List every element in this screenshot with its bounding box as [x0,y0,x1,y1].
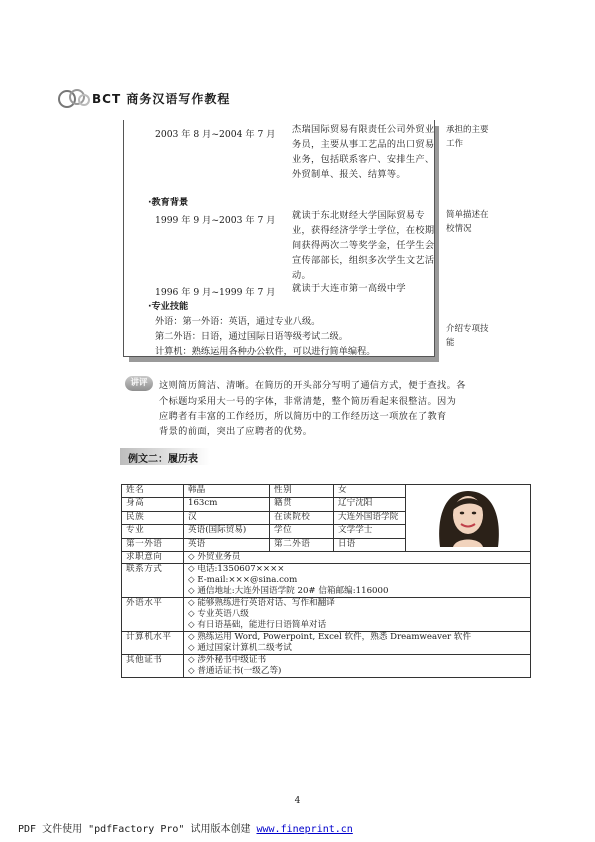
commentary-badge: 讲评 [125,376,153,391]
applicant-photo [406,485,530,547]
list-item: ◇ 外贸业务员 [188,552,241,562]
list-item: ◇ 普通话证书(一级乙等) [188,666,282,676]
value-cell: 英语 [184,538,270,551]
footer-link[interactable]: www.fineprint.cn [256,824,353,835]
commentary-line: 个标题均采用大一号的字体，非常清楚，整个简历看起来很整洁。因为 [159,396,457,407]
education-description: 就读于大连市第一高级中学 [292,283,406,294]
education-date: 1996 年 9 月~1999 年 7 月 [155,287,276,298]
label-cell: 第二外语 [270,538,334,551]
education-date: 1999 年 9 月~2003 年 7 月 [155,215,276,226]
value-cell: 辽宁沈阳 [334,498,406,511]
work-description: 杰瑞国际贸易有限责任公司外贸业务员，主要从事工艺品的出口贸易业务，包括联系客户、安排生产、外贸制单、报关、结算等。 [292,124,435,180]
table-row [122,598,531,632]
label-cell: 学位 [270,525,334,538]
table-row [122,485,531,498]
label-cell: 联系方式 [122,564,184,598]
skill-line: 外语：第一外语：英语，通过专业八级。 [155,316,321,327]
label-cell: 第一外语 [122,538,184,551]
value-cell [184,655,531,678]
label-cell: 在读院校 [270,511,334,524]
box-shadow [129,357,439,362]
value-cell: 女 [334,485,406,498]
list-item: ◇ 专业英语八级 [188,609,249,619]
label-cell: 计算机水平 [122,632,184,655]
commentary-line: 背景的前面，突出了应聘者的优势。 [159,426,313,437]
page-number: 4 [294,796,301,806]
label-cell: 籍贯 [270,498,334,511]
label-cell: 专业 [122,525,184,538]
skill-line: 第二外语：日语，通过国际日语等级考试二级。 [155,331,348,342]
list-item: ◇ 熟练运用 Word, Powerpoint, Excel 软件，熟悉 Dreamweaver 软件 [188,632,472,642]
list-item: ◇ 电话:1350607×××× [188,564,285,574]
value-cell: 文学学士 [334,525,406,538]
table-row [122,564,531,598]
value-cell: 韩晶 [184,485,270,498]
cv-table [121,484,531,678]
book-title: BCT 商务汉语写作教程 [92,92,231,106]
value-cell [184,564,531,598]
table-row [122,552,531,564]
table-row [122,632,531,655]
value-cell [184,598,531,632]
label-cell: 民族 [122,511,184,524]
side-note: 介绍专项技能 [446,324,489,348]
book-logo-icon [58,86,92,112]
list-item: ◇ 涉外秘书中级证书 [188,655,267,665]
pdf-footer [18,820,353,835]
footer-text: PDF 文件使用 "pdfFactory Pro" 试用版本创建 [18,824,257,835]
skill-line: 计算机：熟练运用各种办公软件，可以进行简单编程。 [155,346,376,357]
value-cell [184,552,531,564]
list-item: ◇ 能够熟练进行英语对话、写作和翻译 [188,598,335,608]
value-cell: 163cm [184,498,270,511]
label-cell: 求职意向 [122,552,184,564]
section-title-skills: ·专业技能 [148,301,189,312]
list-item: ◇ 通过国家计算机二级考试 [188,643,292,653]
value-cell: 大连外国语学院 [334,511,406,524]
example-title: 例文二：履历表 [128,454,198,465]
value-cell: 英语(国际贸易) [184,525,270,538]
value-cell: 日语 [334,538,406,551]
education-description: 就读于东北财经大学国际贸易专业，获得经济学学士学位，在校期间获得两次二等奖学金，任学生会宣传部部长，组织多次学生文艺活动。 [292,210,435,281]
label-cell: 性别 [270,485,334,498]
value-cell: 汉 [184,511,270,524]
side-note: 简单描述在校情况 [446,210,489,234]
table-row [122,655,531,678]
photo-cell [406,485,531,552]
section-title-education: ·教育背景 [148,197,189,208]
commentary-line: 这则简历简洁、清晰。在简历的开头部分写明了通信方式，便于查找。各 [159,380,466,391]
label-cell: 其他证书 [122,655,184,678]
list-item: ◇ 通信地址:大连外国语学院 20# 信箱邮编:116000 [188,586,389,596]
label-cell: 外语水平 [122,598,184,632]
list-item: ◇ 有日语基础，能进行日语简单对话 [188,620,327,630]
list-item: ◇ E-mail:×××@sina.com [188,575,298,585]
work-date: 2003 年 8 月~2004 年 7 月 [155,129,276,140]
side-note: 承担的主要工作 [446,125,489,149]
commentary-line: 应聘者有丰富的工作经历，所以简历中的工作经历这一项放在了教育 [159,411,447,422]
value-cell [184,632,531,655]
label-cell: 身高 [122,498,184,511]
label-cell: 姓名 [122,485,184,498]
